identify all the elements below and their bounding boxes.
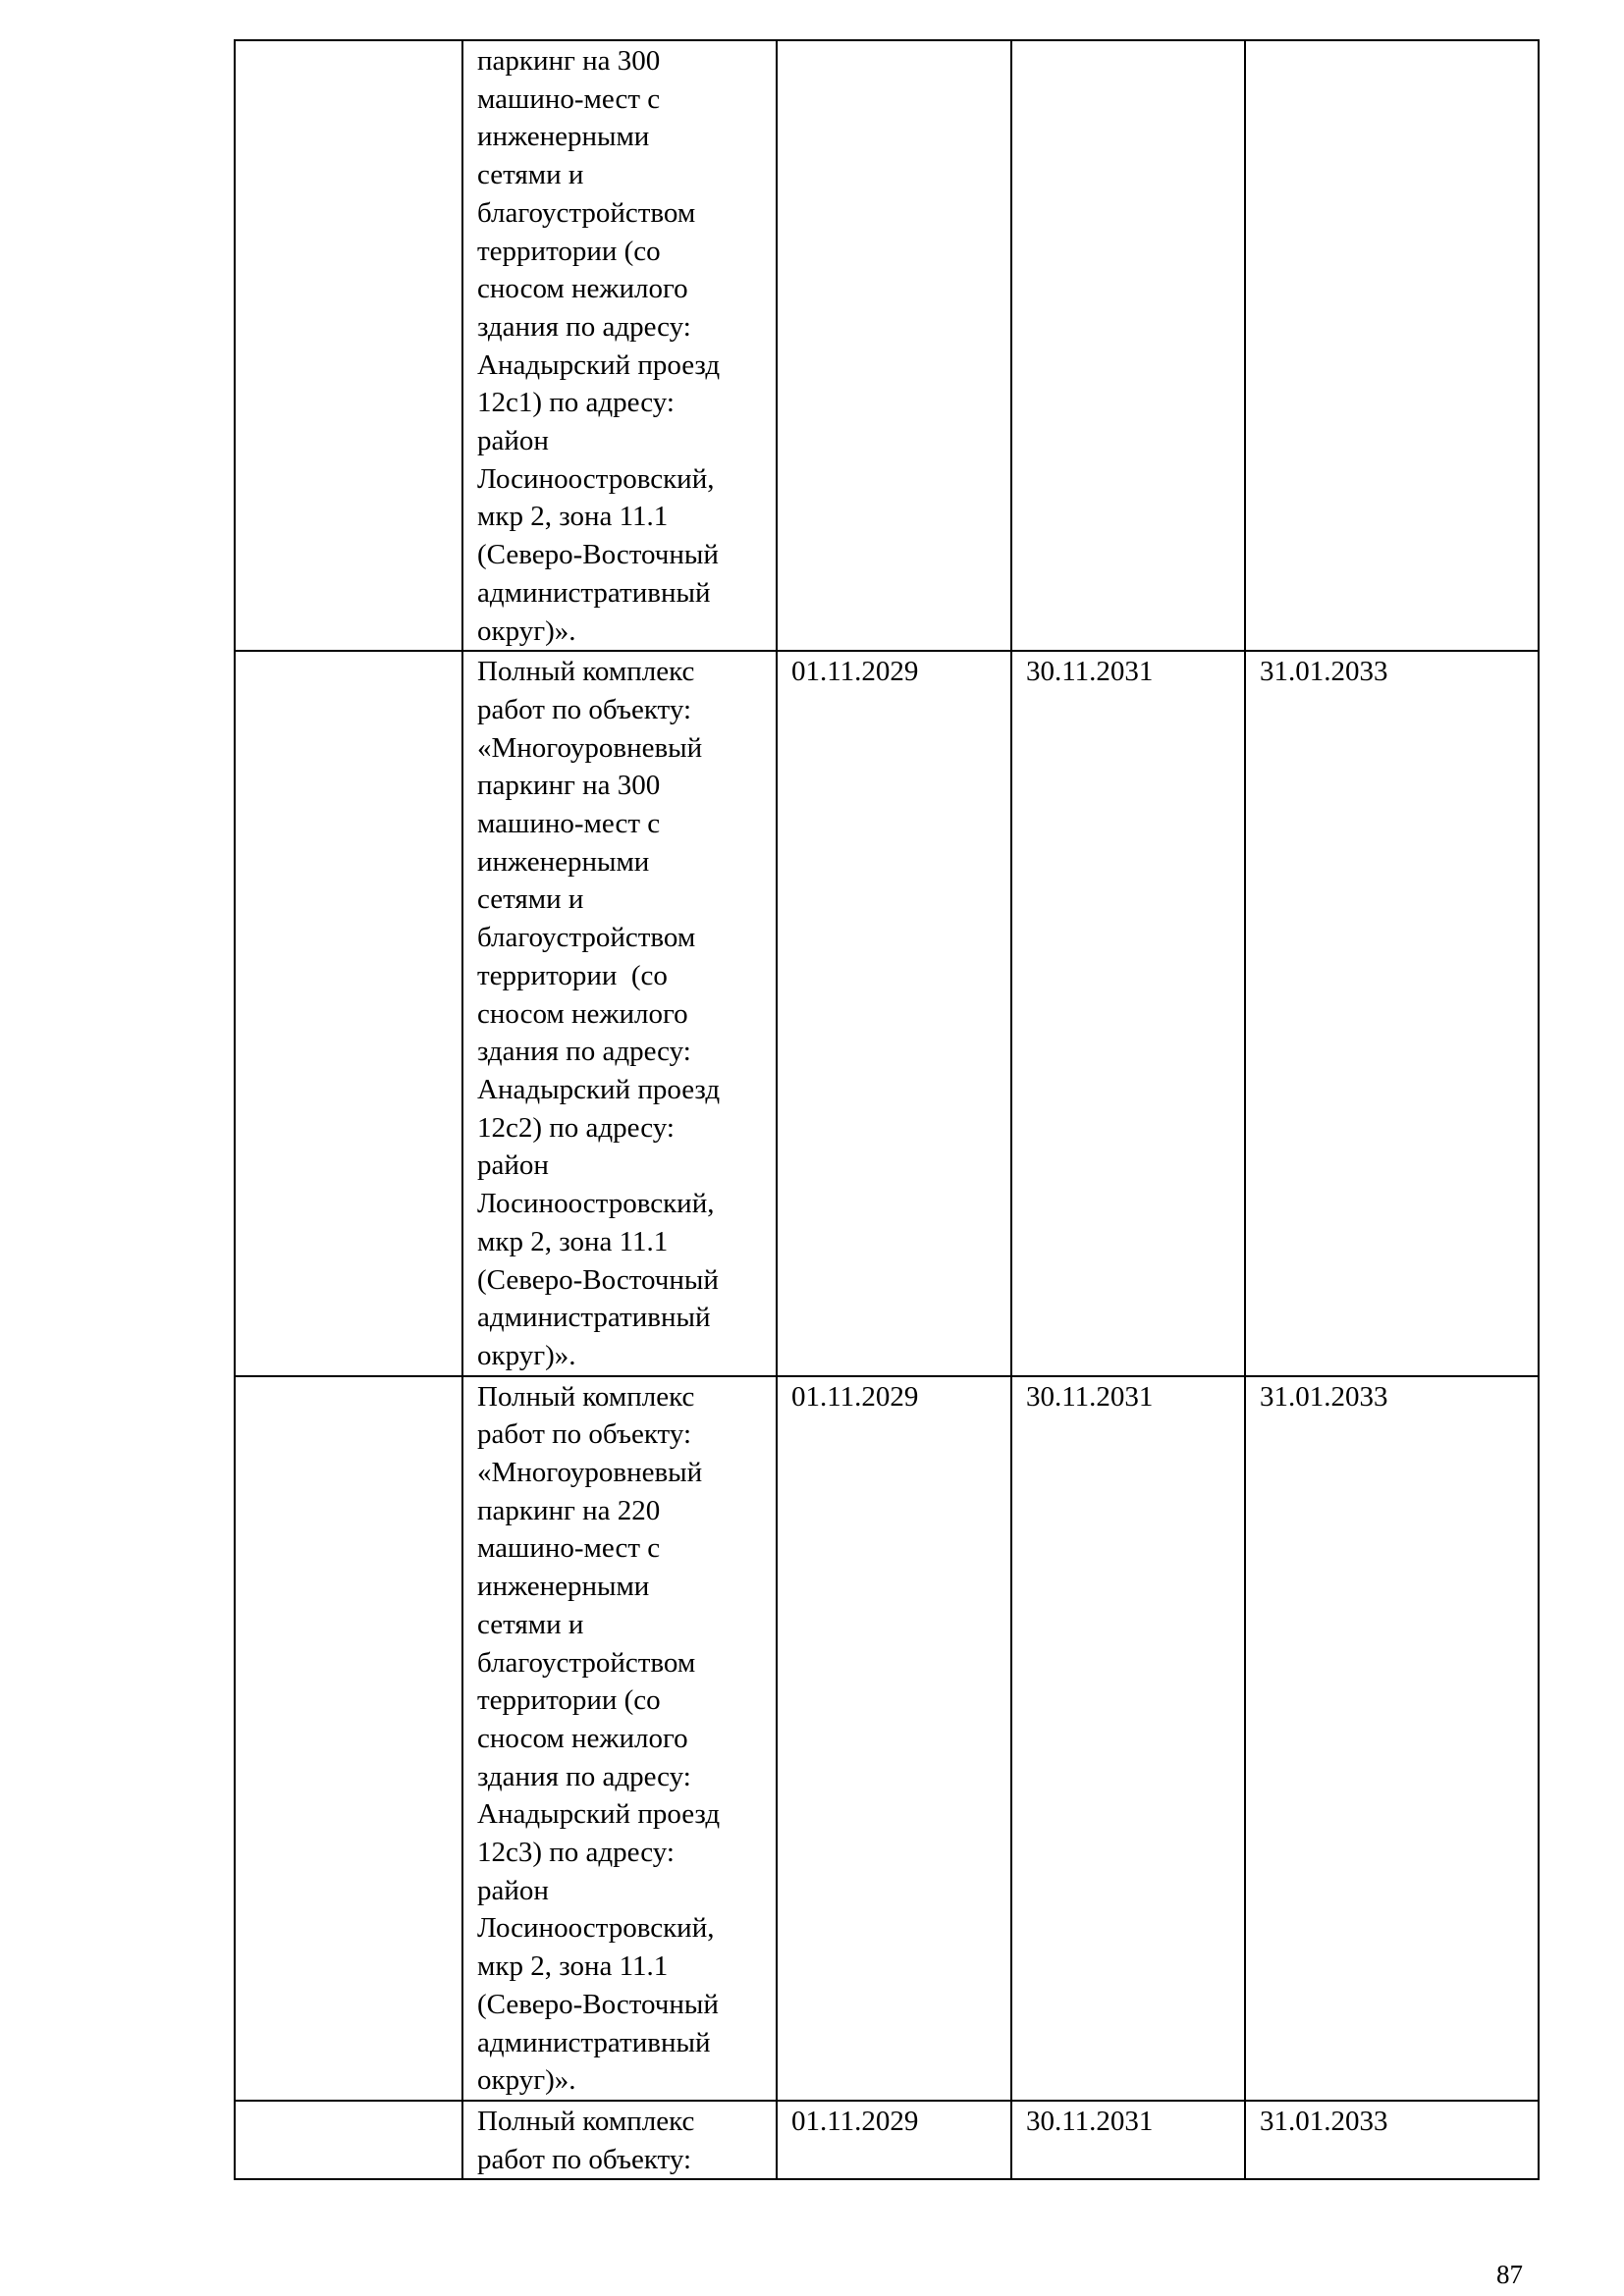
description-line: здания по адресу:	[477, 1036, 691, 1068]
date-completion-cell: 30.11.2031	[1011, 2101, 1245, 2179]
description-line: работ по объекту:	[477, 1418, 692, 1451]
description-line: 12с2) по адресу:	[477, 1111, 675, 1144]
description-line: территории (со	[477, 1684, 661, 1717]
description-line: инженерными	[477, 121, 650, 153]
blank-cell	[235, 1376, 462, 2101]
description-line: здания по адресу:	[477, 1760, 691, 1792]
description-line: Лосиноостровский,	[477, 1912, 715, 1945]
date-commissioning-cell: 31.01.2033	[1245, 1376, 1539, 2101]
description-line: паркинг на 300	[477, 770, 661, 802]
table-row	[235, 2101, 1539, 2179]
description-line: административный	[477, 576, 711, 609]
description-line: Анадырский проезд	[477, 1073, 721, 1105]
date-start-cell: 01.11.2029	[777, 2101, 1011, 2179]
blank-cell	[235, 40, 462, 651]
description-line: Полный комплекс	[477, 2105, 695, 2137]
date-completion-cell	[1011, 40, 1245, 651]
description-line: благоустройством	[477, 1646, 696, 1679]
description-line: территории (со	[477, 959, 668, 991]
description-line: 12с3) по адресу:	[477, 1837, 675, 1869]
description-line: сетями и	[477, 159, 584, 191]
description-line: мкр 2, зона 11.1	[477, 1950, 669, 1983]
description-line: «Многоуровневый	[477, 731, 703, 764]
description-line: округ)».	[477, 2064, 576, 2097]
description-line: мкр 2, зона 11.1	[477, 501, 669, 533]
work-description-cell	[462, 1376, 777, 2101]
work-description-cell	[462, 651, 777, 1375]
description-line: (Северо-Восточный	[477, 539, 719, 571]
date-commissioning-cell	[1245, 40, 1539, 651]
table-body	[235, 40, 1539, 2179]
description-line: район	[477, 1874, 549, 1906]
work-description-cell	[462, 2101, 777, 2179]
table-row	[235, 40, 1539, 651]
description-line: паркинг на 220	[477, 1494, 661, 1526]
description-line: территории (со	[477, 235, 661, 267]
date-start-cell: 01.11.2029	[777, 651, 1011, 1375]
description-line: сетями и	[477, 1608, 584, 1640]
works-schedule-table	[234, 39, 1540, 2180]
date-completion-cell: 30.11.2031	[1011, 1376, 1245, 2101]
description-line: машино-мест с	[477, 808, 661, 840]
description-line: благоустройством	[477, 196, 696, 229]
description-line: благоустройством	[477, 922, 696, 954]
date-start-cell	[777, 40, 1011, 651]
work-description-cell	[462, 40, 777, 651]
description-line: сносом нежилого	[477, 997, 688, 1030]
description-line: Лосиноостровский,	[477, 462, 715, 495]
description-line: паркинг на 300	[477, 45, 661, 77]
description-line: район	[477, 425, 549, 457]
date-commissioning-cell: 31.01.2033	[1245, 2101, 1539, 2179]
blank-cell	[235, 651, 462, 1375]
date-start-cell: 01.11.2029	[777, 1376, 1011, 2101]
description-line: здания по адресу:	[477, 310, 691, 343]
description-line: административный	[477, 1302, 711, 1334]
description-line: Полный комплекс	[477, 656, 695, 688]
description-line: Анадырский проезд	[477, 1798, 721, 1831]
date-commissioning-cell: 31.01.2033	[1245, 651, 1539, 1375]
description-line: Лосиноостровский,	[477, 1188, 715, 1220]
description-line: сносом нежилого	[477, 273, 688, 305]
description-line: инженерными	[477, 1571, 650, 1603]
description-line: округ)».	[477, 614, 576, 647]
description-line: Полный комплекс	[477, 1380, 695, 1413]
description-line: работ по объекту:	[477, 2143, 692, 2175]
description-line: округ)».	[477, 1339, 576, 1371]
description-line: мкр 2, зона 11.1	[477, 1225, 669, 1257]
description-line: инженерными	[477, 845, 650, 878]
description-line: работ по объекту:	[477, 693, 692, 725]
description-line: район	[477, 1149, 549, 1182]
description-line: 12с1) по адресу:	[477, 387, 675, 419]
description-line: машино-мест с	[477, 82, 661, 115]
description-line: «Многоуровневый	[477, 1457, 703, 1489]
description-line: (Северо-Восточный	[477, 1263, 719, 1296]
page-number: 87	[1496, 2260, 1523, 2289]
description-line: административный	[477, 2026, 711, 2058]
table-row	[235, 1376, 1539, 2101]
description-line: Анадырский проезд	[477, 348, 721, 381]
date-completion-cell: 30.11.2031	[1011, 651, 1245, 1375]
blank-cell	[235, 2101, 462, 2179]
table-row	[235, 651, 1539, 1375]
description-line: машино-мест с	[477, 1532, 661, 1565]
description-line: (Северо-Восточный	[477, 1988, 719, 2020]
description-line: сносом нежилого	[477, 1722, 688, 1754]
description-line: сетями и	[477, 883, 584, 916]
